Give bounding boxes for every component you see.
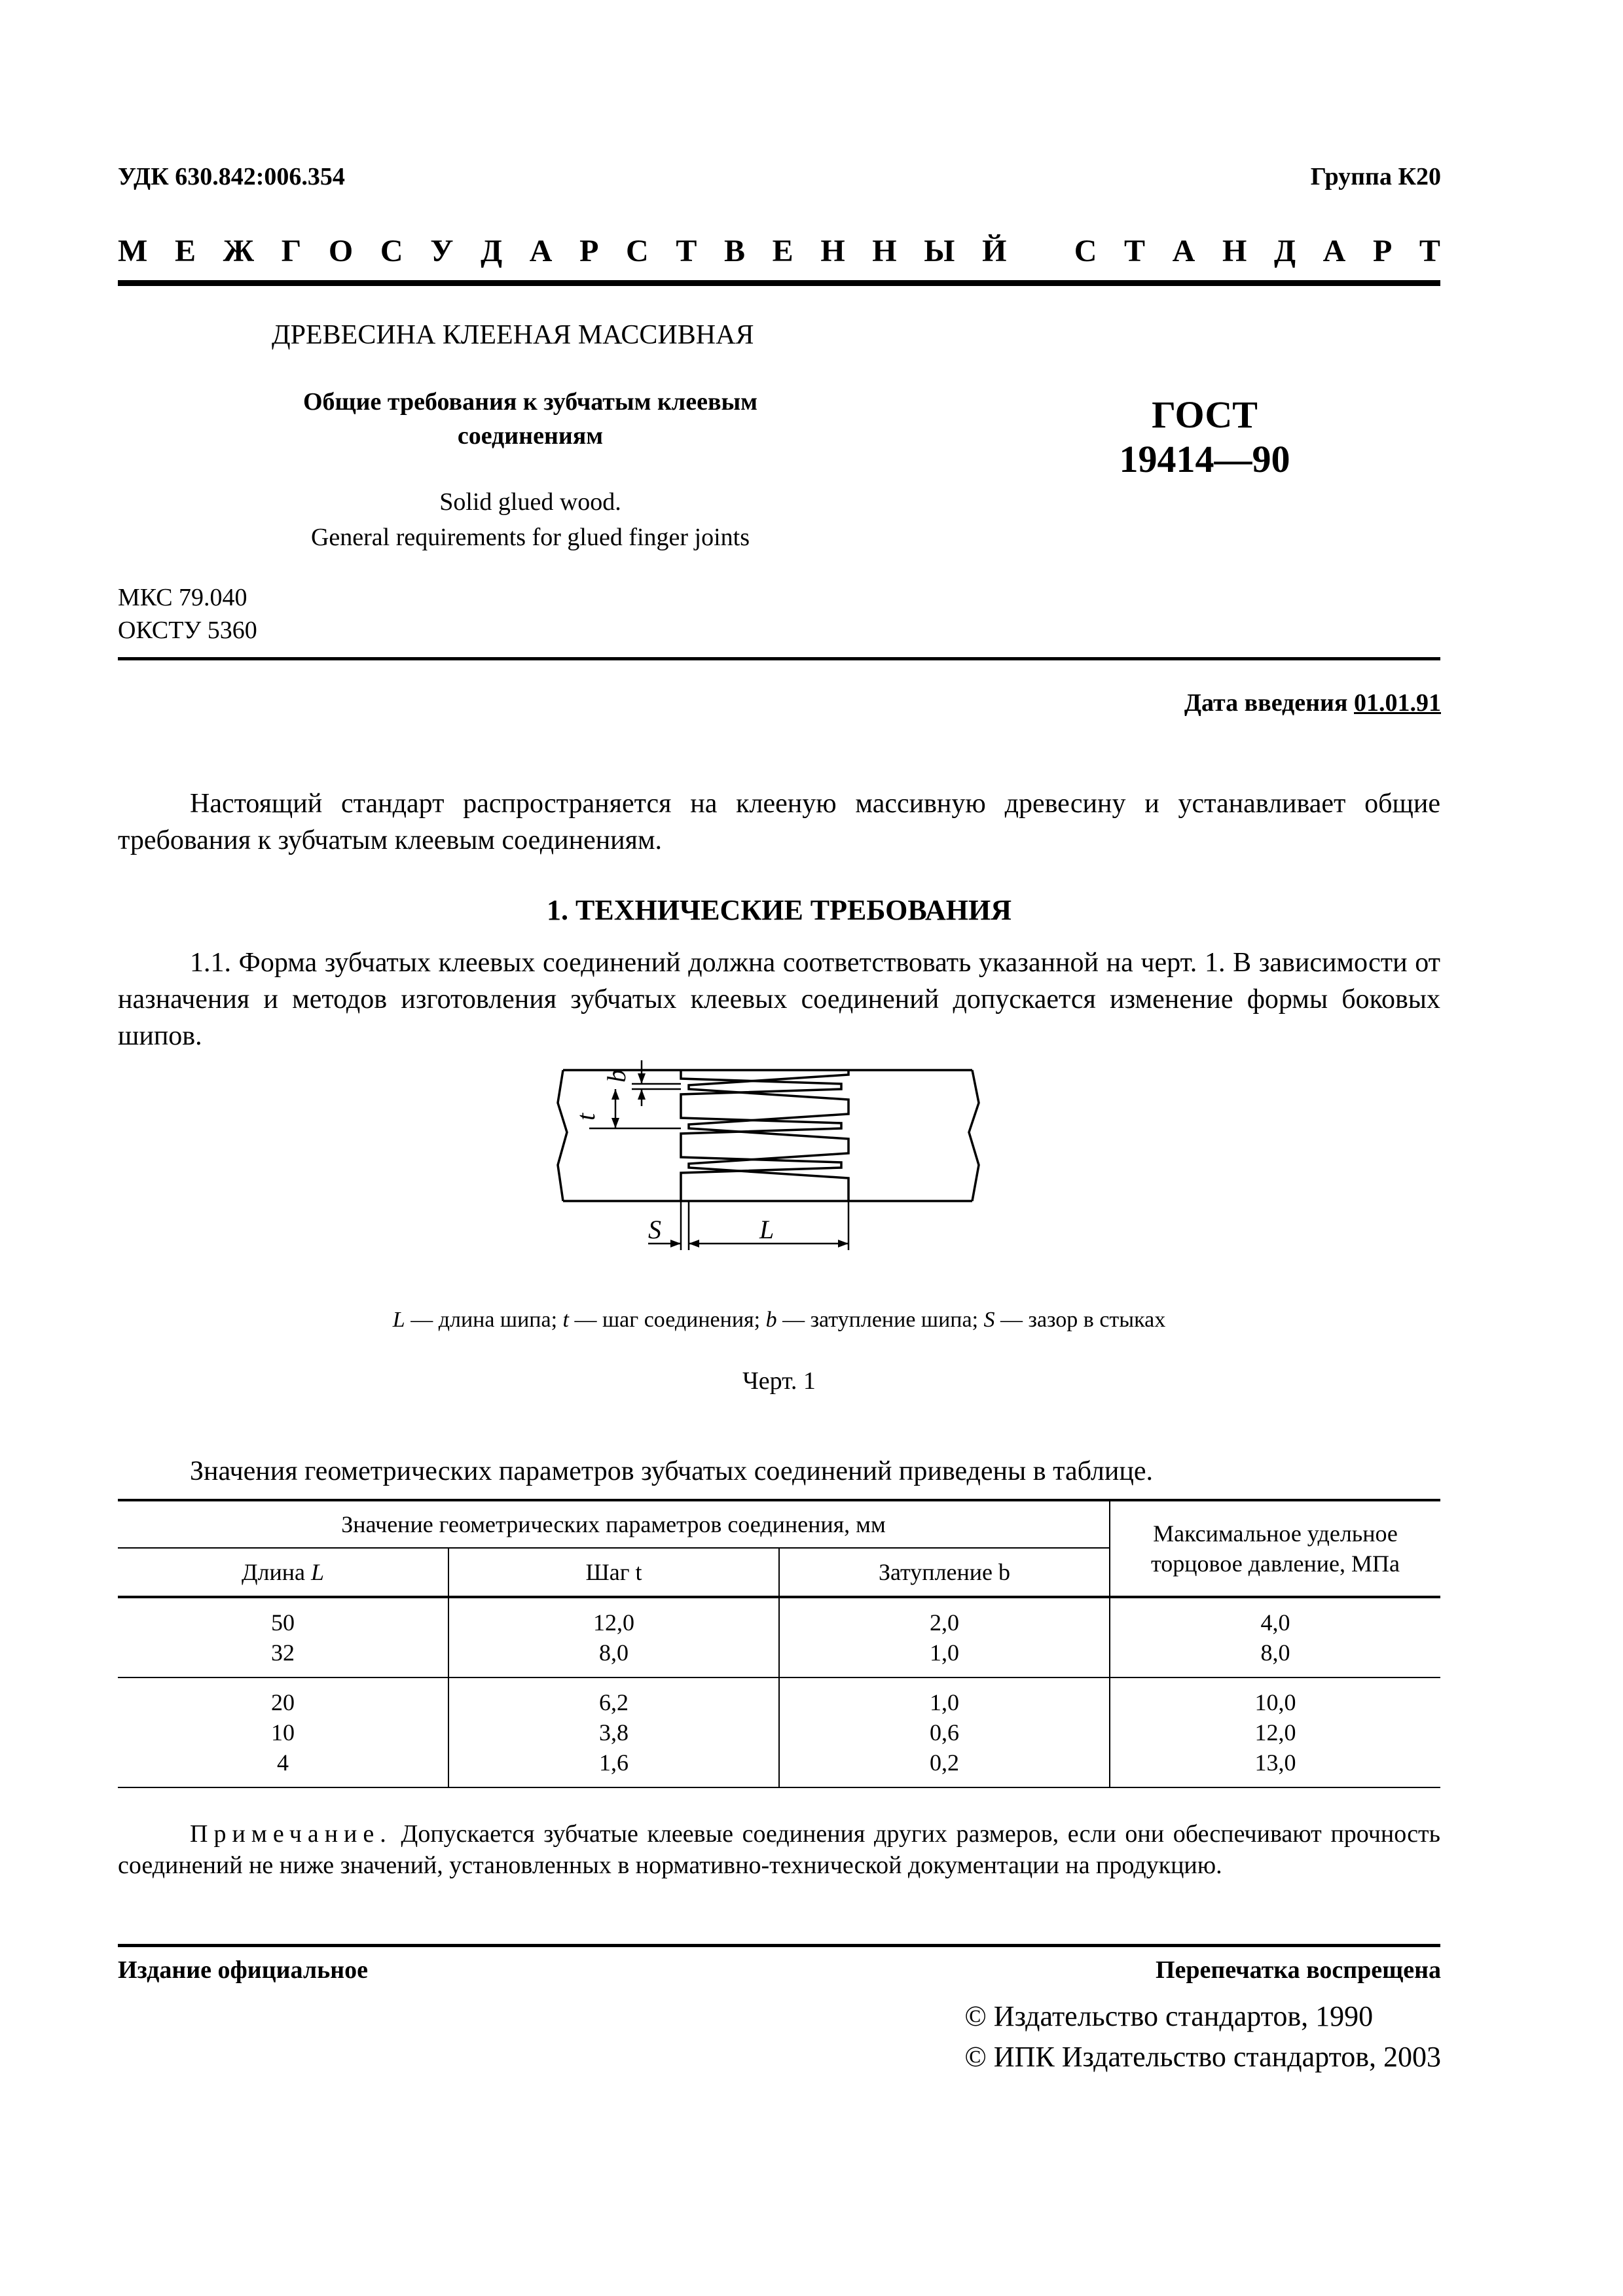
- clause-1-1: 1.1. Форма зубчатых клеевых соединений должна соответствовать указанной на черт. 1. В зависимости от назначения и методов изготовления зубчатых клеевых соединений допускается изменение формы боковых шипов.: [118, 948, 1440, 1051]
- heading-letter: Т: [676, 234, 697, 268]
- table-group-header: Значение геометрических параметров соединения, мм: [118, 1500, 1110, 1548]
- document-subtitle: [249, 385, 812, 453]
- caption-b: b: [765, 1308, 777, 1332]
- heading-letter: М: [118, 234, 148, 268]
- intro-paragraph: Настоящий стандарт распространяется на клееную массивную древесину и устанавливает общие требования к зубчатым клеевым соединениям.: [118, 789, 1440, 855]
- gost-label: ГОСТ: [1152, 393, 1258, 436]
- left-break-line: [558, 1070, 567, 1201]
- subtitle-line-2: соединениям: [457, 422, 604, 450]
- official-edition: Издание официальное: [118, 1956, 369, 1984]
- heading-letter: Т: [1419, 234, 1440, 268]
- s-arrow: [670, 1240, 681, 1247]
- table-row: [118, 1597, 1440, 1638]
- heading-letter: А: [1172, 234, 1195, 268]
- gost-number: 19414—90: [1119, 438, 1290, 480]
- heading-letter: В: [724, 234, 746, 268]
- heading-letter: С: [1074, 234, 1097, 268]
- heading-letter: Р: [579, 234, 599, 268]
- heading-letter: Р: [1372, 234, 1393, 268]
- cell-pressure: 8,0: [1260, 1640, 1290, 1666]
- parameters-table: [118, 1499, 1440, 1788]
- section-heading: 1. ТЕХНИЧЕСКИЕ ТРЕБОВАНИЯ: [547, 894, 1012, 926]
- caption-S-desc: — зазор в стыках: [994, 1308, 1166, 1332]
- heading-letter: У: [430, 234, 454, 268]
- note-label: Примечание.: [190, 1820, 392, 1848]
- b-arrow-top: [638, 1073, 646, 1084]
- header-rule: [118, 280, 1440, 286]
- cell-pressure: 10,0: [1254, 1689, 1296, 1715]
- subtitle-line-1: Общие требования к зубчатым клеевым: [302, 388, 758, 416]
- cell-step: 8,0: [448, 1638, 779, 1677]
- label-b: b: [602, 1069, 631, 1083]
- heading-letter: Н: [1222, 234, 1247, 268]
- caption-L: L: [392, 1308, 405, 1332]
- figure-caption: [118, 1308, 1440, 1333]
- interstate-standard-heading: [118, 233, 1440, 269]
- heading-letter: Е: [174, 234, 196, 268]
- copyright-1990: © Издательство стандартов, 1990: [964, 2000, 1374, 2032]
- cell-blunt: 0,2: [779, 1748, 1110, 1787]
- caption-b-desc: — затупление шипа;: [776, 1308, 984, 1332]
- b-arrow-bottom: [638, 1089, 646, 1100]
- heading-letter: О: [328, 234, 354, 268]
- introduction-date: [1184, 689, 1441, 717]
- date-value: 01.01.91: [1354, 689, 1441, 717]
- cell-length: 4: [118, 1748, 448, 1787]
- cell-blunt: 2,0: [779, 1597, 1110, 1638]
- cell-blunt: 1,0: [779, 1638, 1110, 1677]
- document-title: ДРЕВЕСИНА КЛЕЕНАЯ МАССИВНАЯ: [272, 320, 754, 350]
- table-row: [118, 1717, 1440, 1748]
- heading-letter: Д: [1273, 234, 1296, 268]
- gost-designation: [1074, 393, 1336, 482]
- heading-letter: Й: [982, 234, 1007, 268]
- heading-letter: Д: [481, 234, 503, 268]
- heading-letter: А: [1322, 234, 1346, 268]
- heading-letter: Ж: [223, 234, 255, 268]
- cell-pressure: 4,0: [1260, 1609, 1290, 1636]
- table-row: [118, 1638, 1440, 1677]
- table-intro: Значения геометрических параметров зубчатых соединений приведены в таблице.: [190, 1456, 1153, 1486]
- english-title-line-2: General requirements for glued finger joints: [310, 524, 750, 551]
- caption-t-desc: — шаг соединения;: [569, 1308, 766, 1332]
- cell-step: 12,0: [448, 1597, 779, 1638]
- cell-length: 32: [118, 1638, 448, 1677]
- copyright-block: [964, 1996, 1441, 2077]
- heading-letter: Н: [872, 234, 897, 268]
- cell-length: 20: [118, 1677, 448, 1717]
- cell-length: 50: [118, 1597, 448, 1638]
- heading-letter: Т: [1124, 234, 1146, 268]
- cell-blunt: 0,6: [779, 1717, 1110, 1748]
- heading-letter: С: [626, 234, 649, 268]
- caption-L-desc: — длина шипа;: [405, 1308, 563, 1332]
- heading-letter: Н: [820, 234, 845, 268]
- note-text: Допускается зубчатые клеевые соединения других размеров, если они обеспечивают прочность соединений не ниже значений, установленных в нормативно-технической документации на продукцию.: [118, 1820, 1440, 1879]
- table-note: [118, 1818, 1440, 1881]
- heading-word-gap: [1034, 233, 1047, 269]
- cell-step: 3,8: [448, 1717, 779, 1748]
- english-title: [249, 484, 812, 555]
- cell-pressure: 13,0: [1254, 1749, 1296, 1776]
- copyright-2003: © ИПК Издательство стандартов, 2003: [964, 2041, 1441, 2073]
- table-row: [118, 1677, 1440, 1717]
- cell-pressure: 12,0: [1254, 1719, 1296, 1746]
- table-row: [118, 1748, 1440, 1787]
- classification-codes: [118, 581, 257, 647]
- table-header-blunt: Затупление b: [779, 1548, 1110, 1597]
- mks-code: МКС 79.040: [118, 584, 247, 611]
- group-code: Группа К20: [1310, 163, 1441, 190]
- codes-rule: [118, 657, 1440, 660]
- table-header-pressure: [1110, 1500, 1440, 1597]
- t-arrow-bottom: [611, 1118, 619, 1128]
- heading-letter: Г: [281, 234, 302, 268]
- heading-letter: Ы: [924, 234, 955, 268]
- length-header-var: L: [311, 1559, 325, 1585]
- heading-letter: Е: [772, 234, 793, 268]
- cell-length: 10: [118, 1717, 448, 1748]
- date-label: Дата введения: [1184, 689, 1348, 717]
- heading-letter: С: [380, 234, 403, 268]
- pressure-header-line-2: торцовое давление, МПа: [1151, 1551, 1400, 1577]
- footer-rule: [118, 1944, 1440, 1947]
- pressure-header-line-1: Максимальное удельное: [1153, 1520, 1398, 1547]
- right-break-line: [969, 1070, 979, 1201]
- table-body: [118, 1597, 1440, 1787]
- caption-S: S: [983, 1308, 995, 1332]
- cell-step: 1,6: [448, 1748, 779, 1787]
- reprint-prohibited: Перепечатка воспрещена: [1155, 1956, 1441, 1984]
- cell-step: 6,2: [448, 1677, 779, 1717]
- l-arrow-right: [838, 1240, 848, 1247]
- label-s: S: [648, 1215, 661, 1244]
- figure-number: Черт. 1: [742, 1367, 816, 1395]
- table-header-length: [118, 1548, 448, 1597]
- heading-letter: А: [529, 234, 553, 268]
- length-header-text: Длина: [241, 1559, 311, 1585]
- label-l: L: [759, 1215, 775, 1244]
- table-header-step: Шаг t: [448, 1548, 779, 1597]
- caption-t: t: [562, 1308, 569, 1332]
- t-arrow-top: [611, 1089, 619, 1100]
- label-t: t: [571, 1113, 600, 1121]
- finger-joint-drawing: [550, 1060, 995, 1276]
- okstu-code: ОКСТУ 5360: [118, 617, 257, 644]
- english-title-line-1: Solid glued wood.: [439, 488, 621, 516]
- cell-blunt: 1,0: [779, 1677, 1110, 1717]
- udk-code: УДК 630.842:006.354: [118, 163, 345, 190]
- l-arrow-left: [689, 1240, 699, 1247]
